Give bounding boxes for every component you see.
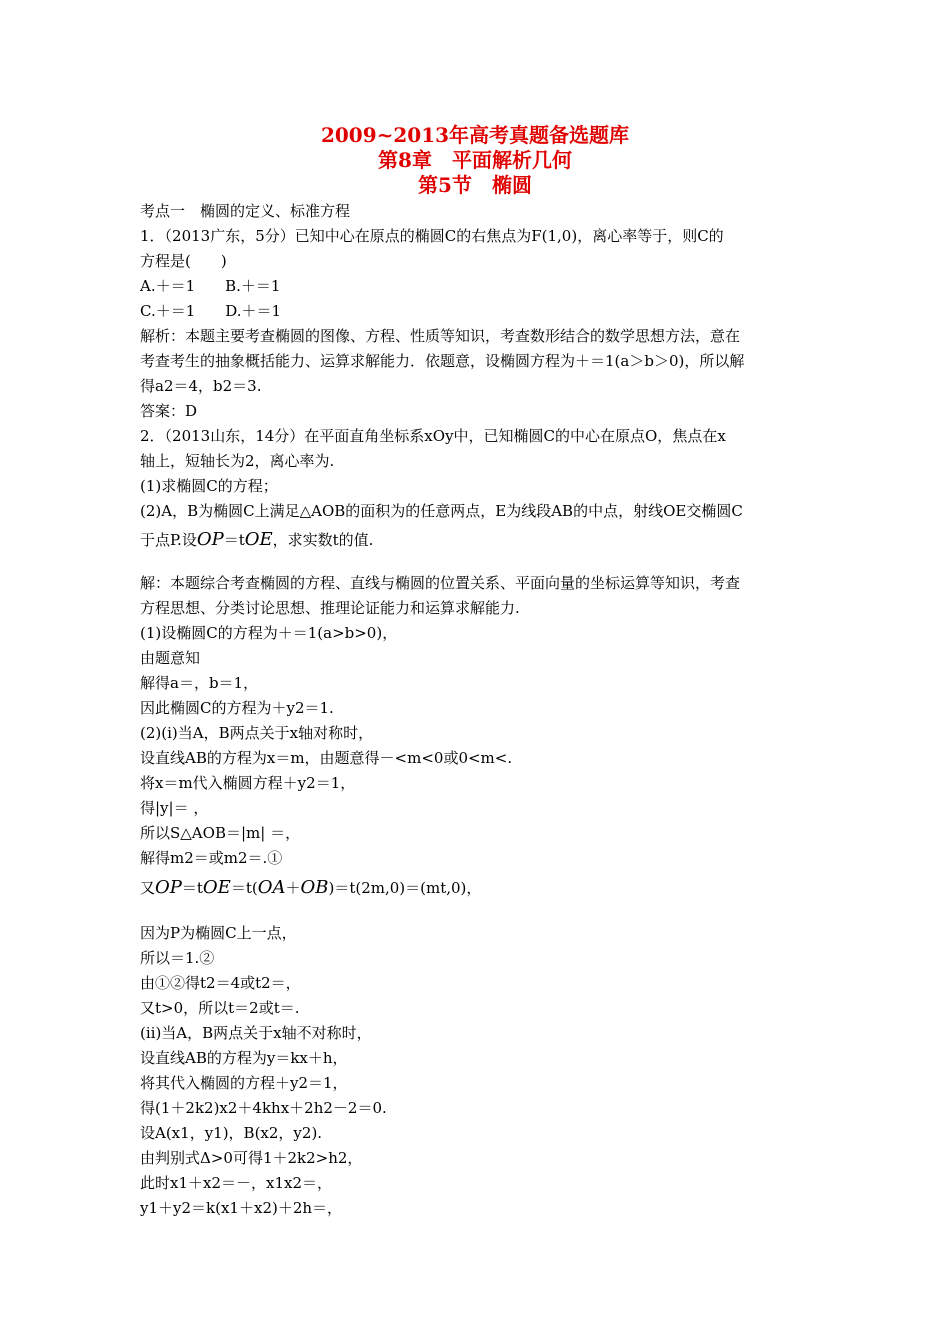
problem-2-stem-cont: 轴上，短轴长为2，离心率为. (140, 452, 335, 470)
solution-line: 得|y|＝ ， (140, 799, 209, 817)
analysis-line: 考查考生的抽象概括能力、运算求解能力．依题意，设椭圆方程为＋＝1(a＞b＞0)，所以解 (140, 352, 745, 370)
solution-line: (2)(ⅰ)当A，B两点关于x轴对称时， (140, 724, 374, 742)
vector-op: OP (155, 877, 182, 898)
text-segment: )＝t(2m,0)＝(mt,0)， (328, 879, 482, 897)
solution-line: 设直线AB的方程为y＝kx＋h， (140, 1049, 348, 1067)
solution-line: 设A(x1，y1)，B(x2，y2). (140, 1124, 323, 1142)
problem-2-stem: 2．（2013山东，14分）在平面直角坐标系xOy中，已知椭圆C的中心在原点O，焦点在x (140, 427, 726, 445)
problem-1-options-cd: C.＋＝1 D.＋＝1 (140, 302, 282, 320)
solution-line: 又t>0，所以t＝2或t＝. (140, 999, 300, 1017)
solution-line: 解得a＝，b＝1， (140, 674, 259, 692)
solution-line: 所以＝1.② (140, 949, 215, 967)
text-segment: ＝t( (230, 879, 258, 897)
vector-equation-line (140, 876, 830, 900)
topic-heading: 考点一 椭圆的定义、标准方程 (140, 202, 351, 220)
problem-1-options-ab: A.＋＝1 B.＋＝1 (140, 277, 281, 295)
analysis-line: 得a2＝4，b2＝3. (140, 377, 262, 395)
solution-line: 得(1＋2k2)x2＋4khx＋2h2－2＝0. (140, 1099, 387, 1117)
solution-line: (1)设椭圆C的方程为＋＝1(a>b>0)， (140, 624, 398, 642)
solution-line: 由判别式Δ>0可得1＋2k2>h2， (140, 1149, 363, 1167)
solution-line: 将x＝m代入椭圆方程＋y2＝1， (140, 774, 356, 792)
solution-line: 解得m2＝或m2＝.① (140, 849, 283, 867)
text-segment: ＝t (181, 879, 203, 897)
problem-1-stem: 1．（2013广东，5分）已知中心在原点的椭圆C的右焦点为F(1,0)，离心率等于，则C的 (140, 227, 724, 245)
solution-line: 设直线AB的方程为x＝m，由题意得－<m<0或0<m<. (140, 749, 513, 767)
solution-line: 方程思想、分类讨论思想、推理论证能力和运算求解能力. (140, 599, 520, 617)
problem-2-part-1: (1)求椭圆C的方程； (140, 477, 278, 495)
text-segment: ，求实数t的值. (272, 531, 374, 549)
vector-oe: OE (244, 529, 273, 550)
chapter-title: 第8章 平面解析几何 (378, 148, 572, 172)
section-title: 第5节 椭圆 (418, 173, 532, 197)
problem-1-stem-cont: 方程是( ) (140, 252, 227, 270)
text-segment: 于点P.设 (140, 531, 197, 549)
text-segment: ＝t (223, 531, 245, 549)
solution-line: 因为P为椭圆C上一点， (140, 924, 297, 942)
vector-oe: OE (202, 877, 231, 898)
solution-line: 所以S△AOB＝|m| ＝， (140, 824, 301, 842)
solution-line: y1＋y2＝k(x1＋x2)＋2h＝， (140, 1199, 343, 1217)
text-segment: ＋ (285, 879, 301, 897)
problem-2-part-2: (2)A，B为椭圆C上满足△AOB的面积为的任意两点，E为线段AB的中点，射线OE交椭圆C (140, 502, 743, 520)
solution-line: 此时x1＋x2＝－，x1x2＝， (140, 1174, 333, 1192)
solution-line: 解：本题综合考查椭圆的方程、直线与椭圆的位置关系、平面向量的坐标运算等知识，考查 (140, 574, 741, 592)
vector-oa: OA (257, 877, 286, 898)
answer-line: 答案：D (140, 402, 198, 420)
solution-line: (ⅱ)当A，B两点关于x轴不对称时， (140, 1024, 372, 1042)
text-segment: 又 (140, 879, 156, 897)
vector-ob: OB (300, 877, 329, 898)
solution-line: 由题意知 (140, 649, 201, 667)
solution-line: 因此椭圆C的方程为＋y2＝1. (140, 699, 334, 717)
problem-2-part-2-cont (140, 528, 830, 552)
solution-line: 由①②得t2＝4或t2＝， (140, 974, 301, 992)
solution-line: 将其代入椭圆的方程＋y2＝1， (140, 1074, 348, 1092)
analysis-line: 解析：本题主要考查椭圆的图像、方程、性质等知识，考查数形结合的数学思想方法，意在 (140, 327, 741, 345)
document-title: 2009~2013年高考真题备选题库 (320, 123, 630, 147)
vector-op: OP (196, 529, 224, 550)
